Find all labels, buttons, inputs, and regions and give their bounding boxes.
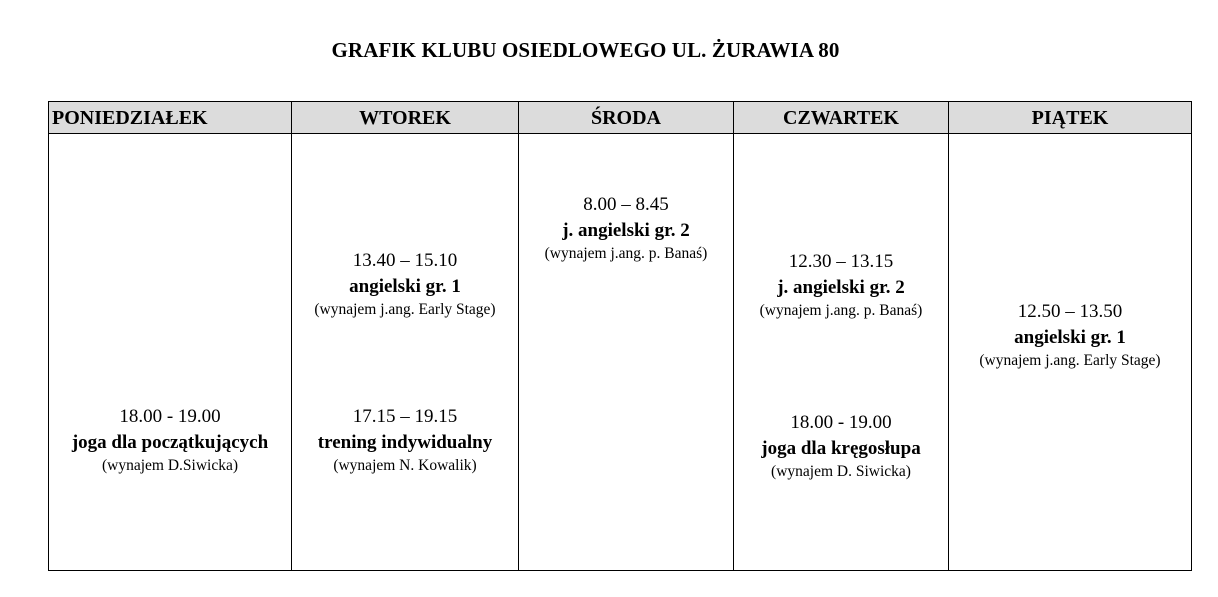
entry-activity: joga dla kręgosłupa (761, 438, 921, 459)
day-header-thursday: CZWARTEK (734, 102, 948, 134)
schedule-entry (292, 248, 518, 320)
schedule-entry (734, 410, 948, 482)
entry-time: 13.40 – 15.10 (352, 250, 458, 271)
entry-note: (wynajem j.ang. Early Stage) (979, 352, 1161, 369)
schedule-entry (734, 249, 948, 321)
entry-note: (wynajem j.ang. p. Banaś) (759, 302, 923, 319)
entry-time: 18.00 - 19.00 (790, 412, 892, 433)
entry-activity: j. angielski gr. 2 (562, 220, 690, 241)
day-column-tuesday (291, 102, 518, 570)
entry-activity: joga dla początkujących (71, 432, 269, 453)
day-header-friday: PIĄTEK (949, 102, 1191, 134)
day-header-tuesday: WTOREK (292, 102, 518, 134)
entry-time: 12.30 – 13.15 (788, 251, 894, 272)
entry-time: 18.00 - 19.00 (119, 406, 221, 427)
entry-time: 12.50 – 13.50 (1017, 301, 1123, 322)
entry-note: (wynajem N. Kowalik) (333, 457, 477, 474)
entry-activity: angielski gr. 1 (349, 276, 461, 297)
entry-note: (wynajem D.Siwicka) (101, 457, 239, 474)
day-header-wednesday: ŚRODA (519, 102, 733, 134)
page-title: GRAFIK KLUBU OSIEDLOWEGO UL. ŻURAWIA 80 (331, 38, 840, 62)
entry-note: (wynajem j.ang. p. Banaś) (544, 245, 708, 262)
day-column-monday (49, 102, 291, 570)
entry-activity: angielski gr. 1 (1014, 327, 1126, 348)
day-column-wednesday (518, 102, 733, 570)
entry-activity: trening indywidualny (317, 432, 493, 453)
entry-time: 8.00 – 8.45 (583, 194, 669, 215)
schedule-entry (292, 404, 518, 476)
schedule-entry (519, 192, 733, 264)
entry-note: (wynajem D. Siwicka) (771, 463, 911, 480)
day-column-friday (948, 102, 1191, 570)
day-header-monday: PONIEDZIAŁEK (49, 102, 291, 134)
entry-time: 17.15 – 19.15 (352, 406, 458, 427)
schedule-entry (49, 404, 291, 476)
entry-note: (wynajem j.ang. Early Stage) (314, 301, 496, 318)
day-column-thursday (733, 102, 948, 570)
entry-activity: j. angielski gr. 2 (777, 277, 905, 298)
schedule-entry (949, 299, 1191, 371)
schedule-table (48, 101, 1192, 571)
